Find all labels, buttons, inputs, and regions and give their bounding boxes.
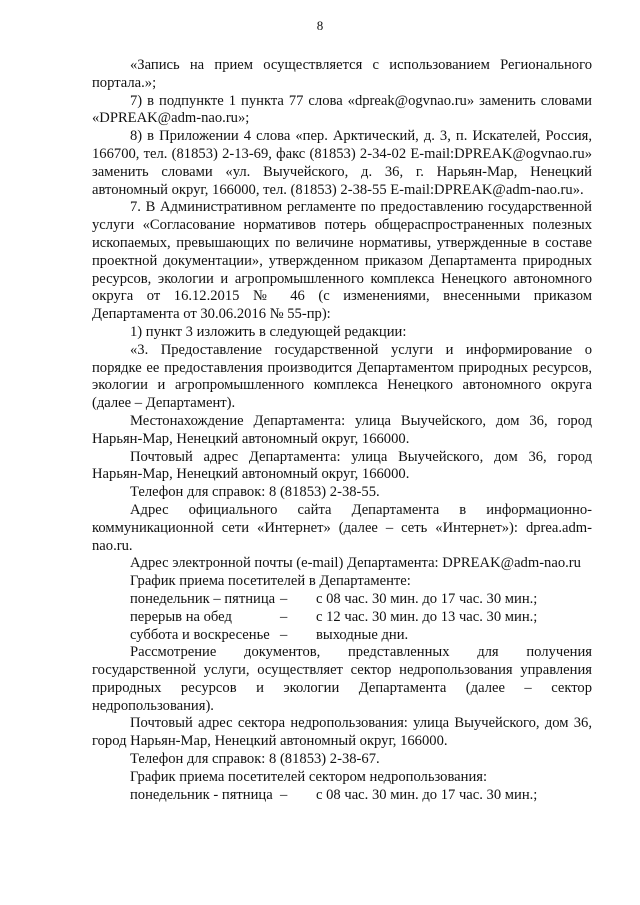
schedule-row <box>92 591 592 609</box>
paragraph-location: Местонахождение Департамента: улица Выучейского, дом 36, город Нарьян-Мар, Ненецкий автономный округ, 166000. <box>92 412 592 447</box>
schedule-dash: – <box>280 608 288 625</box>
paragraph-point-1: 1) пункт 3 изложить в следующей редакции: <box>130 323 407 340</box>
paragraph-sector-phone: Телефон для справок: 8 (81853) 2-38-67. <box>130 751 380 768</box>
paragraph-clause-3: «3. Предоставление государственной услуги и информирование о порядке ее предоставления производится Департаментом природных ресурсов, экологии и агропромышленного комплекса Ненецкого автономного округа (далее – Департамент). <box>92 341 592 412</box>
paragraph-sector-address: Почтовый адрес сектора недропользования: улица Выучейского, дом 36, город Нарьян-Мар, Ненецкий автономный округ, 166000. <box>92 715 592 750</box>
paragraph-website: Адрес официального сайта Департамента в информационно-коммуникационной сети «Интернет» (далее – сеть «Интернет»): dprea.adm-nao.ru. <box>92 501 592 554</box>
schedule-row <box>92 787 592 805</box>
paragraph-sector-schedule-heading: График приема посетителей сектором недропользования: <box>130 768 488 785</box>
paragraph-section-7: 7. В Административном регламенте по предоставлению государственной услуги «Согласование нормативов потерь общераспространенных полезных ископаемых, превышающих по величине нормативы, утвержденные в составе проектной документации», утвержденном приказом Департамента природных ресурсов, экологии и агропромышленного комплекса Ненецкого автономного округа от 16.12.2015 № 46 (с изменениями, внесенными приказом Департамента от 30.06.2016 № 55-пр): <box>92 199 592 323</box>
schedule-time: с 12 час. 30 мин. до 13 час. 30 мин.; <box>316 608 538 625</box>
schedule-time: с 08 час. 30 мин. до 17 час. 30 мин.; <box>316 590 538 607</box>
schedule-time: выходные дни. <box>316 626 409 643</box>
schedule-dash: – <box>280 786 288 803</box>
paragraph-item-7: 7) в подпункте 1 пункта 77 слова «dpreak@ogvnao.ru» заменить словами «DPREAK@adm-nao.ru»; <box>92 92 592 127</box>
paragraph-review: Рассмотрение документов, представленных для получения государственной услуги, осуществляет сектор недропользования управления природных ресурсов и экологии Департамента (далее – сектор недропользования). <box>92 644 592 714</box>
schedule-days: суббота и воскресенье <box>130 626 270 643</box>
page-number: 8 <box>316 18 324 33</box>
paragraph-item-8: 8) в Приложении 4 слова «пер. Арктический, д. 3, п. Искателей, Россия, 166700, тел. (81853) 2-13-69, факс (81853) 2-34-02 E-mail:DPREAK@ogvnao.ru» заменить словами «ул. Выучейского, д. 36, г. Нарьян-Мар, Ненецкий автономный округ, 166000, тел. (81853) 2-38-55 E-mail:DPREAK@adm-nao.ru». <box>92 128 592 198</box>
schedule-days: понедельник - пятница <box>130 786 273 803</box>
schedule-time: с 08 час. 30 мин. до 17 час. 30 мин.; <box>316 786 538 803</box>
schedule-row <box>92 609 592 627</box>
document-body <box>92 57 592 804</box>
schedule-row <box>92 627 592 645</box>
paragraph-schedule-heading: График приема посетителей в Департаменте: <box>130 573 411 590</box>
schedule-dash: – <box>280 626 288 643</box>
schedule-dash: – <box>280 590 288 607</box>
paragraph-postal-address: Почтовый адрес Департамента: улица Выучейского, дом 36, город Нарьян-Мар, Ненецкий автономный округ, 166000. <box>92 448 592 483</box>
schedule-days: перерыв на обед <box>130 608 232 625</box>
schedule-days: понедельник – пятница <box>130 590 276 607</box>
paragraph-portal-note: «Запись на прием осуществляется с использованием Регионального портала.»; <box>92 57 592 91</box>
paragraph-phone: Телефон для справок: 8 (81853) 2-38-55. <box>130 484 380 501</box>
paragraph-email: Адрес электронной почты (e-mail) Департамента: DPREAK@adm-nao.ru <box>130 555 581 572</box>
